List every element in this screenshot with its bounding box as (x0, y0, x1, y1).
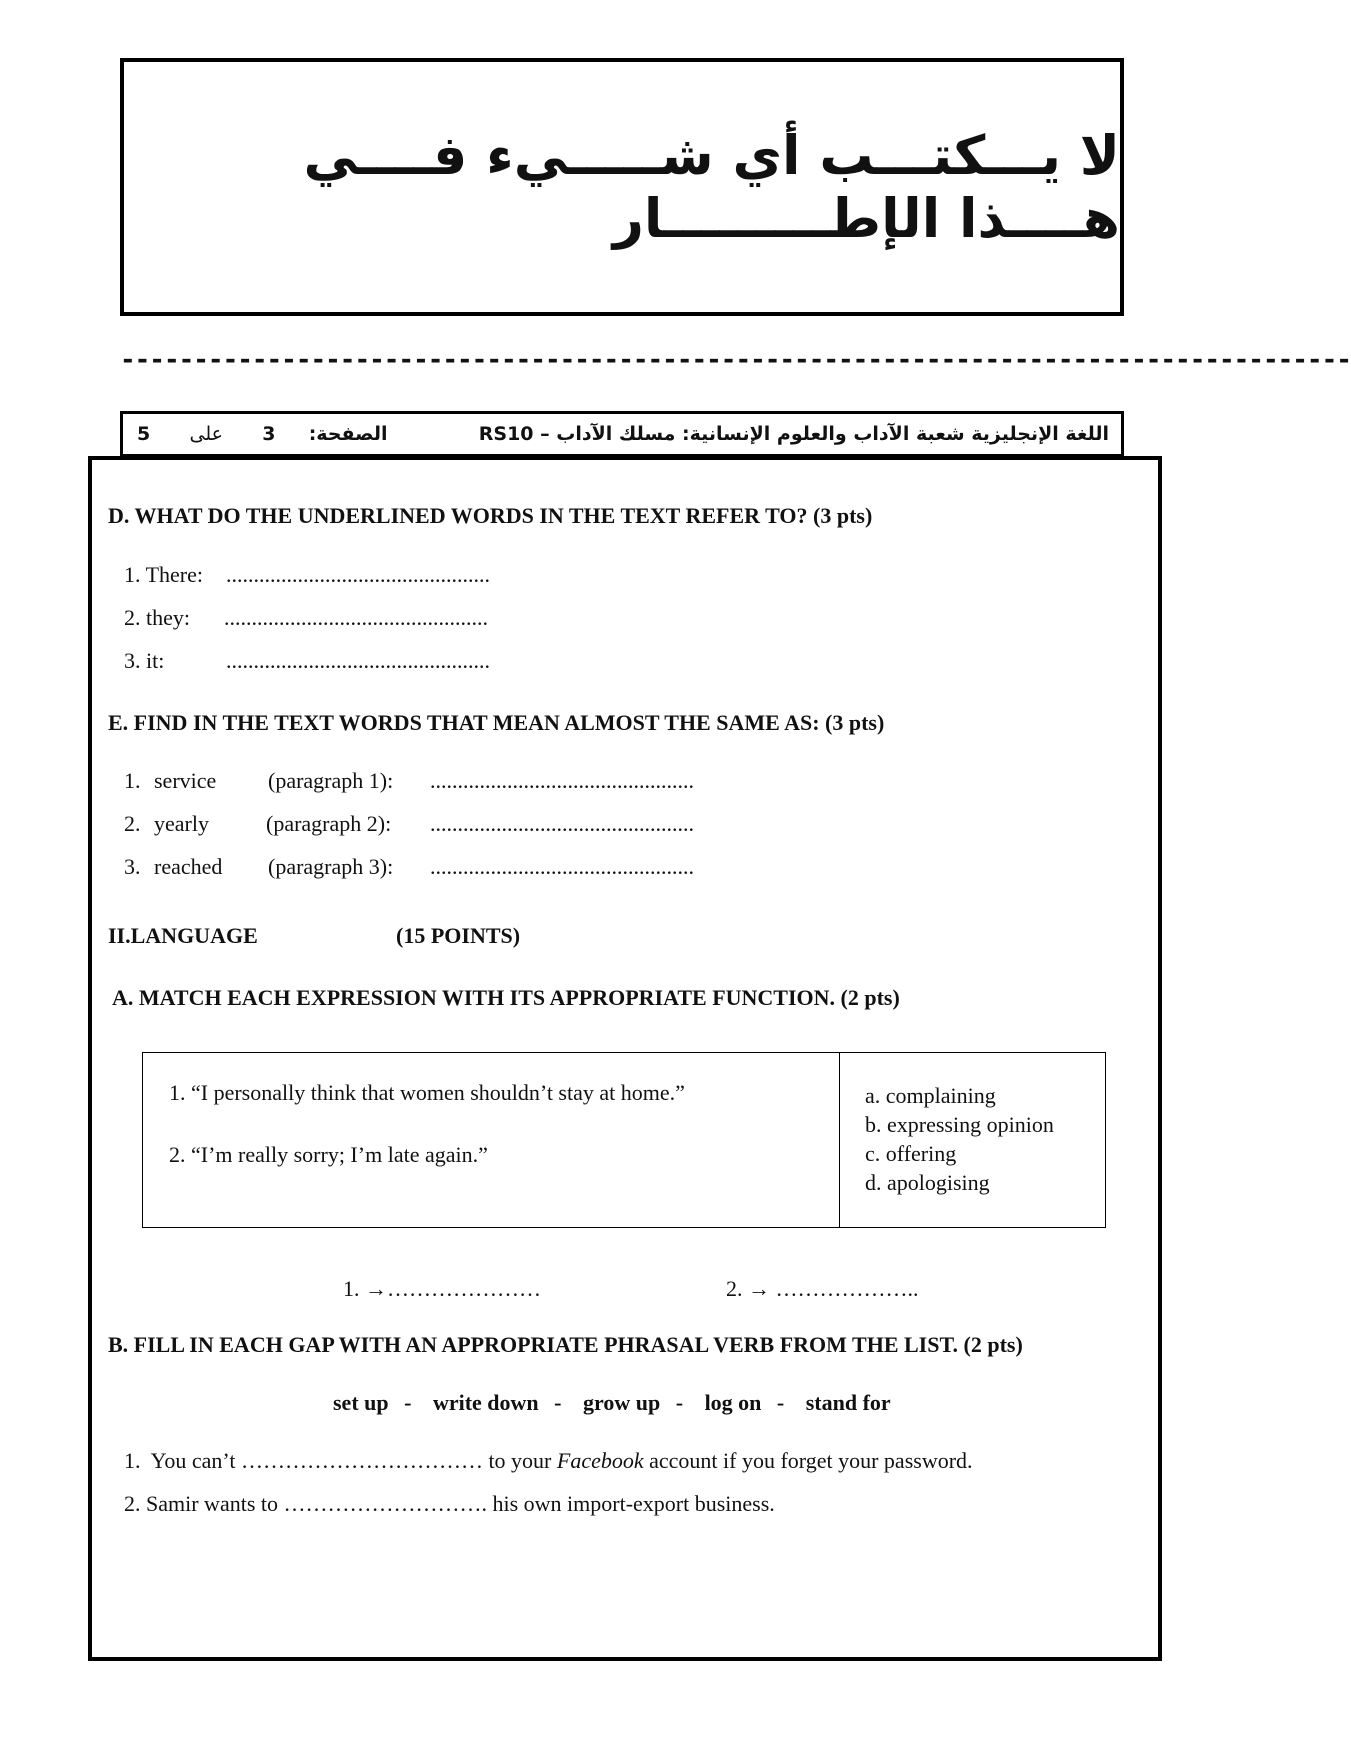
page-of-label: على (189, 423, 223, 445)
phrasal-verb-list: set up - write down - grow up - log on - stand for (333, 1390, 891, 1415)
page-current: 3 (262, 423, 276, 445)
section-d-item-2: 2. they: ................................................ (124, 605, 488, 630)
table-divider (839, 1053, 840, 1227)
do-not-write-frame (120, 58, 1124, 316)
section-e-item-3: 3. reached (paragraph 3): ................................................ (124, 854, 694, 879)
page-label: الصفحة: (308, 423, 388, 445)
phrasal-verb: grow up (583, 1390, 661, 1415)
language-points: (15 POINTS) (396, 923, 521, 948)
answer-blank[interactable]: ................................................ (224, 605, 488, 630)
function-c: c. offering (865, 1141, 957, 1166)
match-answer-1[interactable]: 1. →………………… (343, 1276, 541, 1301)
match-answer-2[interactable]: 2. → ……………….. (726, 1276, 919, 1301)
gap-sentence-1: 1. You can’t …………………………… to your Facebook account if you forget your password. (124, 1448, 973, 1473)
page-indicator (137, 423, 388, 445)
phrasal-verb: set up (333, 1390, 389, 1415)
section-a-title: A. MATCH EACH EXPRESSION WITH ITS APPROPRIATE FUNCTION. (2 pts) (112, 985, 900, 1010)
language-title: II.LANGUAGE (108, 923, 258, 948)
answer-blank[interactable]: ................................................ (430, 854, 694, 879)
section-e-item-1: 1. service (paragraph 1): ................................................ (124, 768, 694, 793)
section-e-title: E. FIND IN THE TEXT WORDS THAT MEAN ALMOST THE SAME AS: (3 pts) (108, 710, 885, 735)
section-e-item-2: 2. yearly (paragraph 2): ................................................ (124, 811, 694, 836)
page-total: 5 (137, 423, 151, 445)
phrasal-verb: stand for (805, 1390, 891, 1415)
answer-blank[interactable]: ................................................ (226, 648, 490, 673)
section-b-title: B. FILL IN EACH GAP WITH AN APPROPRIATE PHRASAL VERB FROM THE LIST. (2 pts) (108, 1332, 1023, 1357)
expression-1: 1. “I personally think that women shouldn’t stay at home.” (169, 1080, 685, 1105)
answer-blank[interactable]: ................................................ (226, 562, 490, 587)
cut-line: ------------------------------------------------------------------------------------ (120, 345, 1351, 375)
function-a: a. complaining (865, 1083, 996, 1108)
subject-title: اللغة الإنجليزية شعبة الآداب والعلوم الإنسانية: مسلك الآداب – RS10 (478, 423, 1109, 445)
answer-blank[interactable]: ................................................ (430, 768, 694, 793)
phrasal-verb: log on (704, 1390, 762, 1415)
gap-sentence-2: 2. Samir wants to ………………………. his own import-export business. (124, 1491, 775, 1516)
function-d: d. apologising (865, 1170, 990, 1195)
function-b: b. expressing opinion (865, 1112, 1054, 1137)
expression-2: 2. “I’m really sorry; I’m late again.” (169, 1142, 488, 1167)
matching-table (142, 1052, 1106, 1228)
phrasal-verb: write down (432, 1390, 539, 1415)
warning-text: لا يـــكتـــب أي شـــــيء فــــي هــــذا الإطـــــــــار (303, 124, 1120, 250)
answer-blank[interactable]: ................................................ (430, 811, 694, 836)
section-d-item-3: 3. it: ................................................ (124, 648, 490, 673)
section-d-title: D. WHAT DO THE UNDERLINED WORDS IN THE TEXT REFER TO? (3 pts) (108, 503, 873, 528)
exam-header-bar (120, 411, 1124, 457)
section-d-item-1: 1. There: ................................................ (124, 562, 490, 587)
